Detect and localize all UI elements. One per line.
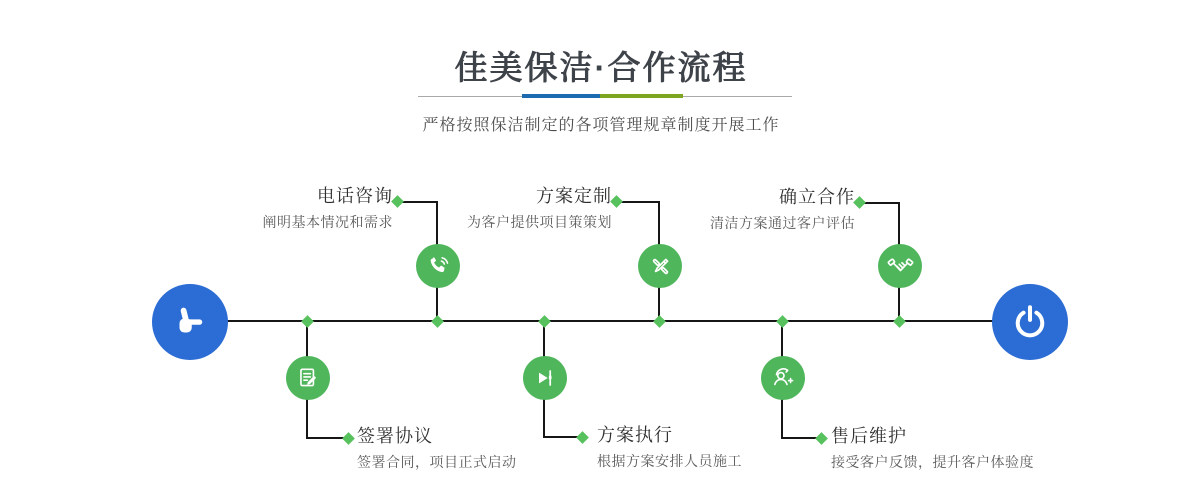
customer-service-icon <box>769 364 797 392</box>
step-label-service <box>831 425 1034 472</box>
connector-line <box>617 201 660 203</box>
diamond-node <box>538 315 551 328</box>
step-node-service <box>761 356 805 400</box>
step-desc: 清洁方案通过客户评估 <box>710 215 855 231</box>
step-node-execute <box>523 356 567 400</box>
step-title: 方案执行 <box>597 425 673 445</box>
step-label-phone <box>263 185 394 232</box>
step-desc: 为客户提供项目策策划 <box>467 214 612 230</box>
timeline-start-node <box>152 284 228 360</box>
step-title: 签署协议 <box>357 426 433 446</box>
step-title: 售后维护 <box>831 426 907 446</box>
diamond-node <box>342 432 355 445</box>
diamond-node <box>893 315 906 328</box>
step-node-phone <box>416 244 460 288</box>
title-underline-green-segment <box>600 94 683 98</box>
step-label-execute <box>597 424 742 471</box>
step-desc: 签署合同，项目正式启动 <box>357 454 517 470</box>
handshake-icon <box>886 252 915 281</box>
design-tools-icon <box>647 253 674 280</box>
step-node-handshake <box>878 244 922 288</box>
diamond-node <box>610 195 623 208</box>
diamond-node <box>815 432 828 445</box>
step-label-design <box>467 185 612 232</box>
step-title: 方案定制 <box>536 186 612 206</box>
diamond-node <box>301 315 314 328</box>
hand-pointing-right-icon <box>169 301 211 343</box>
diamond-node <box>776 315 789 328</box>
power-icon <box>1009 301 1051 343</box>
diamond-node <box>653 315 666 328</box>
step-title: 确立合作 <box>779 187 855 207</box>
diamond-node <box>853 196 866 209</box>
step-label-contract <box>357 425 517 472</box>
step-node-contract <box>286 356 330 400</box>
diamond-node <box>391 195 404 208</box>
title-underline-blue-segment <box>522 94 600 98</box>
step-desc: 根据方案安排人员施工 <box>597 453 742 469</box>
diamond-node <box>576 431 589 444</box>
step-label-handshake <box>710 186 855 233</box>
timeline-end-node <box>992 284 1068 360</box>
step-title: 电话咨询 <box>317 186 393 206</box>
phone-icon <box>425 253 452 280</box>
step-desc: 接受客户反馈，提升客户体验度 <box>831 454 1034 470</box>
step-desc: 阐明基本情况和需求 <box>262 214 393 230</box>
step-node-design <box>638 244 682 288</box>
page-subtitle: 严格按照保洁制定的各项管理规章制度开展工作 <box>422 117 780 134</box>
diamond-node <box>431 315 444 328</box>
timeline-main-line <box>226 320 994 322</box>
play-execute-icon <box>532 365 558 391</box>
page-title: 佳美保洁·合作流程 <box>454 49 748 86</box>
contract-icon <box>295 365 321 391</box>
